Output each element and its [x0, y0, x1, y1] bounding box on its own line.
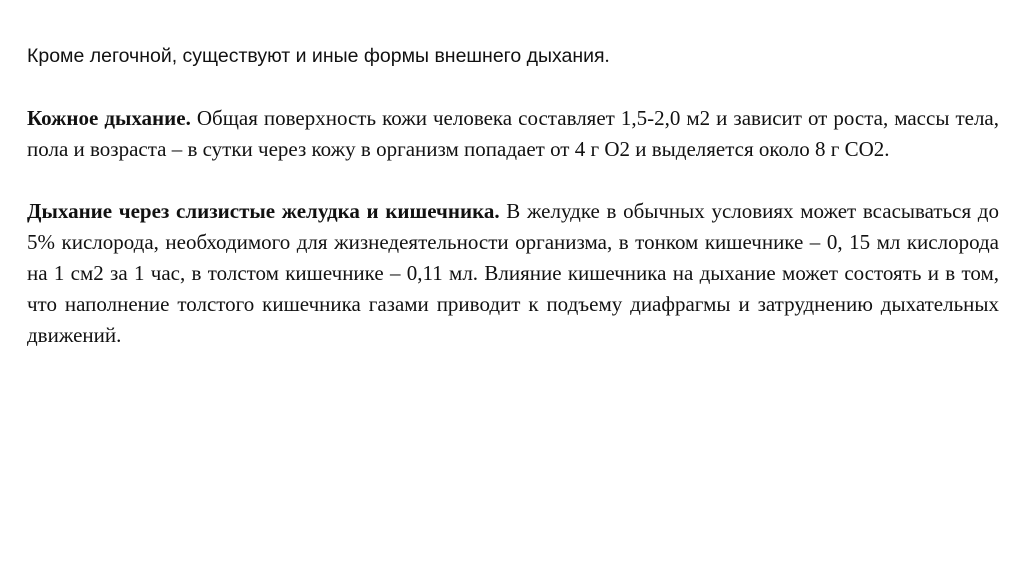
intro-ending: . — [604, 46, 610, 67]
skin-breathing-paragraph — [27, 103, 999, 165]
skin-breathing-heading: Кожное дыхание. — [27, 106, 191, 130]
mucosa-breathing-heading: Дыхание через слизистые желудка и кишечника. — [27, 199, 500, 223]
mucosa-breathing-paragraph — [27, 196, 999, 351]
skin-breathing-text: Общая поверхность кожи человека составляет 1,5-2,0 м2 и зависит от роста, массы тела, пола и возраста – в сутки через кожу в организм попадает от 4 г О2 и выделяется около 8 г СО2. — [27, 106, 999, 161]
intro-text: Кроме легочной, существуют и иные формы внешнего дыхания — [27, 45, 605, 67]
mucosa-breathing-text: В желудке в обычных условиях может всасываться до 5% кислорода, необходимого для жизнедеятельности организма, в тонком кишечнике – 0, 15 мл кислорода на 1 см2 за 1 час, в толстом кишечнике – 0,11 мл. Влияние кишечника на дыхание может состоять и в том, что наполнение толстого кишечника газами приводит к подъему диафрагмы и затруднению дыхательных движений. — [27, 199, 999, 347]
slide-text-block — [27, 41, 999, 351]
intro-paragraph — [27, 41, 999, 72]
